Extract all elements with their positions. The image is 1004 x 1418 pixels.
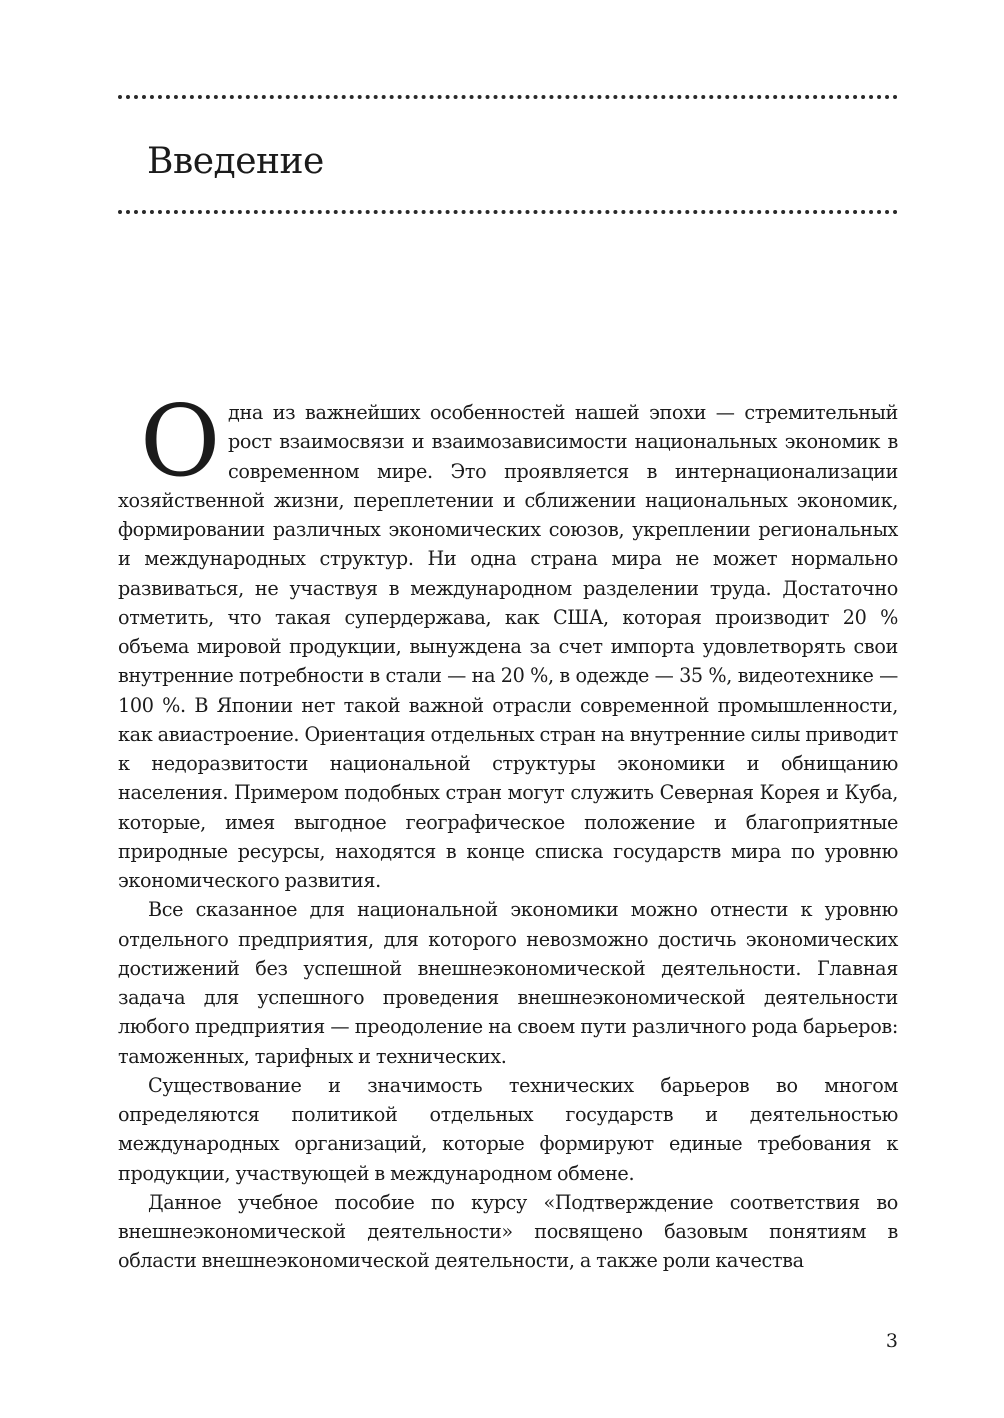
paragraph-1 <box>118 385 898 895</box>
top-dotted-rule <box>118 95 898 99</box>
body-text <box>118 385 898 1276</box>
chapter-title: Введение <box>147 141 324 182</box>
paragraph-3: Существование и значимость технических барьеров во многом определяются политикой отдельных государств и деятельностью международных организаций, которые формируют единые требования к продукции, участвующей в международном обмене. <box>118 1073 898 1185</box>
paragraph-1-text: дна из важнейших особенностей нашей эпохи — стремительный рост взаимосвязи и взаимозависимости национальных экономик в современном мире. Это проявляется в интернационализации хозяйственной жизни, переплетении и сближении национальных экономик, формировании различных экономических союзов, укреплении региональных и международных структур. Ни одна страна мира не может нормально развиваться, не участвуя в международном разделении труда. Достаточно отметить, что такая супердержава, как США, которая производит 20 % объема мировой продукции, вынуждена за счет импорта удовлетворять свои внутренние потребности в стали — на 20 %, в одежде — 35 %, видеотехнике — 100 %. В Японии нет такой важной отрасли современной промышленности, как авиастроение. Ориентация отдельных стран на внутренние силы приводит к недоразвитости национальной структуры экономики и обнищанию населения. Примером подобных стран могут служить Северная Корея и Куба, которые, имея выгодное географическое положение и благоприятные природные ресурсы, находятся в конце списка государств мира по уровню экономического развития. <box>118 401 898 892</box>
page-number: 3 <box>885 1330 898 1352</box>
paragraph-2: Все сказанное для национальной экономики можно отнести к уровню отдельного предприятия, для которого невозможно достичь экономических достижений без успешной внешнеэкономической деятельности. Главная задача для успешного проведения внешнеэкономической деятельности любого предприятия — преодоление на своем пути различного рода барьеров: таможенных, тарифных и технических. <box>118 898 898 1068</box>
paragraph-4: Данное учебное пособие по курсу «Подтверждение соответствия во внешнеэкономической деятельности» посвящено базовым понятиям в области внешнеэкономической деятельности, а также роли качества <box>118 1190 898 1273</box>
bottom-dotted-rule <box>118 210 898 214</box>
drop-cap: О <box>140 385 220 499</box>
